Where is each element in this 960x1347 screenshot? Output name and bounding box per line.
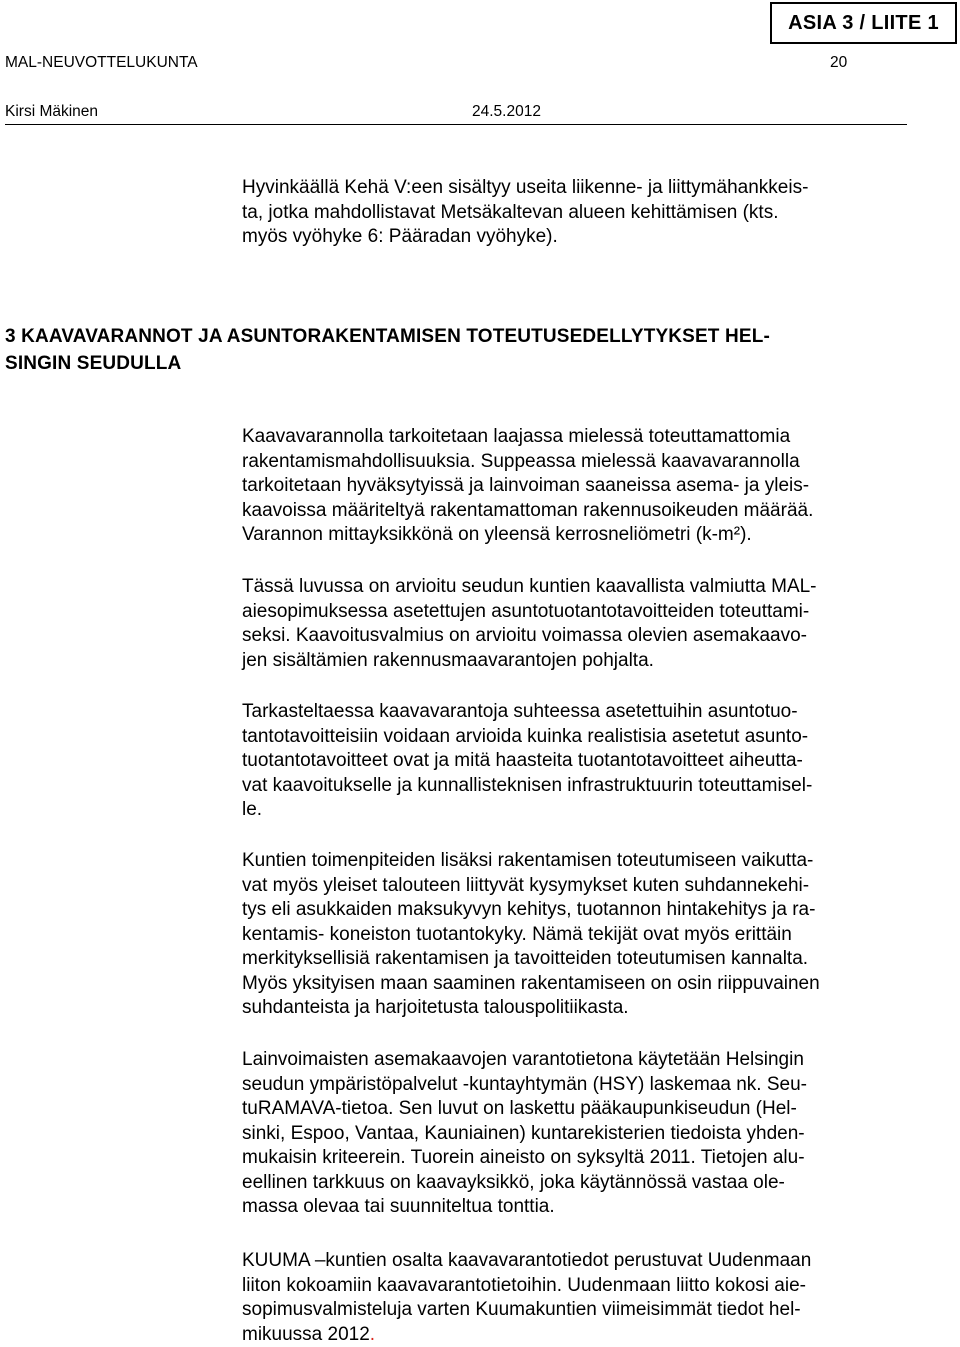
intro-paragraph: Hyvinkäällä Kehä V:een sisältyy useita liikenne- ja liittymähankkeis- ta, jotka mahdollistavat Metsäkaltevan alueen kehittämisen (kts. myös vyöhyke 6: Pääradan vyöhyke). — [242, 177, 809, 247]
header-page-number: 20 — [830, 54, 848, 71]
attachment-label-text: ASIA 3 / LIITE 1 — [788, 11, 939, 34]
attachment-label — [770, 2, 957, 44]
body-paragraph-6 — [242, 1249, 907, 1347]
header-divider — [5, 124, 907, 125]
body-paragraph-3: Tarkasteltaessa kaavavarantoja suhteessa asetettuihin asuntotuo- tantotavoitteisiin voidaan arvioida kuinka realistisia asetetut asunto- tuotantotavoitteet ovat ja mitä haasteita tuotantotavoitteet aiheutta- vat kaavoitukselle ja kunnallisteknisen infrastruktuurin toteuttamisel- le. — [242, 701, 813, 820]
header-author: Kirsi Mäkinen — [5, 103, 99, 120]
body-paragraph-6-text: KUUMA –kuntien osalta kaavavarantotiedot perustuvat Uudenmaan liiton kokoamiin kaavavarantotietoihin. Uudenmaan liitto kokosi aie- sopimusvalmisteluja varten Kuumakuntien viimeisimmät tiedot hel- mikuussa 2012 — [242, 1250, 812, 1345]
body-paragraph-1: Kaavavarannolla tarkoitetaan laajassa mielessä toteuttamattomia rakentamismahdollisuuksia. Suppeassa mielessä kaavavarannolla tarkoitetaan hyväksytyissä ja lainvoiman saaneissa asema- ja yleis- kaavoissa määriteltyä rakentamattoman rakennusoikeuden määrää. Varannon mittayksikkönä on yleensä kerrosneliömetri (k-m²). — [242, 426, 814, 545]
section-heading: 3 KAAVAVARANNOT JA ASUNTORAKENTAMISEN TOTEUTUSEDELLYTYKSET HEL- SINGIN SEUDULLA — [5, 326, 770, 374]
header-date: 24.5.2012 — [472, 103, 541, 120]
header-organization: MAL-NEUVOTTELUKUNTA — [5, 54, 198, 71]
body-paragraph-2: Tässä luvussa on arvioitu seudun kuntien kaavallista valmiutta MAL- aiesopimuksessa asetettujen asuntotuotantotavoitteiden toteuttami- seksi. Kaavoitusvalmius on arvioitu voimassa olevien asemakaavo- jen sisältämien rakennusmaavarantojen pohjalta. — [242, 576, 817, 671]
body-paragraph-4: Kuntien toimenpiteiden lisäksi rakentamisen toteutumiseen vaikutta- vat myös yleiset talouteen liittyvät kysymykset kuten suhdannekehi- tys eli asukkaiden maksukyvyn kehitys, tuotannon hintakehitys ja ra- kentamis- koneiston tuotantokyky. Nämä tekijät ovat myös erittäin merkityksellisiä rakentamisen ja tavoitteiden toteutumisen kannalta. Myös yksityisen maan saaminen rakentamiseen on osin riippuvainen suhdanteista ja harjoitetusta talouspolitiikasta. — [242, 850, 820, 1018]
final-period-mark: . — [369, 1323, 376, 1345]
body-paragraph-5: Lainvoimaisten asemakaavojen varantotietona käytetään Helsingin seudun ympäristöpalvelut -kuntayhtymän (HSY) laskemaa nk. Seu- tuRAMAVA-tietoa. Sen luvut on laskettu pääkaupunkiseudun (Hel- sinki, Espoo, Vantaa, Kauniainen) kuntarekisterien tiedoista yhden- mukaisin kriteerein. Tuorein aineisto on syksyltä 2011. Tietojen alu- eellinen tarkkuus on kaavayksikkö, joka käytännössä vastaa ole- massa olevaa tai suunniteltua tonttia. — [242, 1049, 807, 1217]
